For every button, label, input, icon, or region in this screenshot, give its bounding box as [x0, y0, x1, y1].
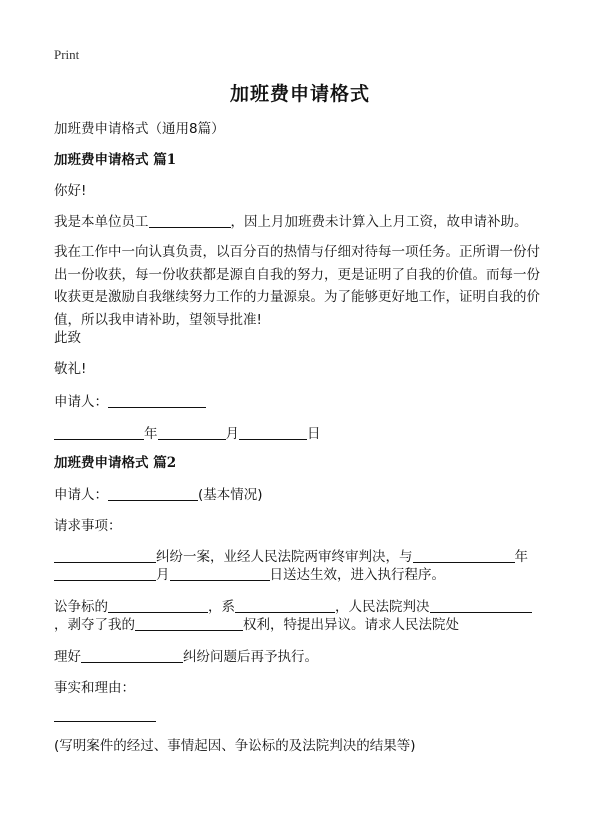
year-blank-2 [54, 566, 156, 581]
judgment-blank [430, 598, 532, 613]
year-label: 年 [144, 426, 158, 442]
nature-blank [235, 598, 335, 613]
request-text-2b: 日送达生效，进入执行程序。 [269, 567, 445, 583]
request-text-2a: 月 [156, 567, 170, 583]
body-paragraph: 我在工作中一向认真负责，以百分百的热情与仔细对待每一项任务。正所谓一份付出一份收获，每一份收获都是源自自我的努力，更是证明了自我的价值。而每一份收获更是激励自我继续努力工作的力量源泉。为了能够更好地工作，证明自我的价值，所以我申请补助，望领导批准! [54, 244, 540, 328]
employee-line [54, 211, 528, 233]
basic-info-label: (基本情况) [198, 487, 263, 503]
page-title: 加班费申请格式 [229, 83, 370, 105]
facts-label: 事实和理由： [54, 680, 135, 696]
request-text-3c: ，人民法院判决 [335, 599, 430, 615]
section-heading-2: 加班费申请格式 篇2 [54, 455, 177, 471]
section-heading-1: 加班费申请格式 篇1 [54, 152, 177, 168]
dispute-blank-2 [81, 648, 183, 663]
closing-regards: 敬礼! [54, 361, 87, 377]
employee-name-blank [149, 213, 231, 228]
month-blank [158, 425, 226, 440]
request-text-1b: 年 [514, 549, 528, 565]
year-blank [54, 425, 144, 440]
request-text-5a: 理好 [54, 649, 81, 665]
closing-salutation: 此致 [54, 330, 81, 346]
day-label: 日 [307, 426, 321, 442]
request-text-4b: 权利，特提出异议。请求人民法院处 [243, 617, 459, 633]
request-text-5b: 纠纷问题后再予执行。 [183, 649, 318, 665]
request-line-2 [54, 564, 445, 586]
employee-label: 我是本单位员工 [54, 214, 149, 230]
party-blank [413, 548, 515, 563]
day-blank [239, 425, 307, 440]
dispute-blank-1 [54, 548, 156, 563]
facts-blank [54, 721, 156, 722]
rights-blank [135, 616, 243, 631]
applicant-label-1: 申请人： [54, 394, 108, 410]
request-text-4a: ，剥夺了我的 [54, 617, 135, 633]
applicant-name-blank-1 [108, 393, 206, 408]
applicant-line-2 [54, 484, 263, 506]
request-text-3a: 讼争标的 [54, 599, 108, 615]
request-line-5 [54, 646, 318, 668]
date-line [54, 423, 321, 445]
month-blank-2 [170, 566, 270, 581]
request-line-4 [54, 614, 459, 636]
applicant-line-1 [54, 391, 206, 413]
employee-reason: ，因上月加班费未计算入上月工资，故申请补助。 [230, 214, 528, 230]
applicant-name-blank-2 [108, 486, 198, 501]
document-subtitle: 加班费申请格式（通用8篇） [54, 121, 225, 137]
request-label: 请求事项： [54, 518, 122, 534]
print-link[interactable]: Print [54, 47, 80, 62]
subject-blank [108, 598, 208, 613]
request-text-3b: ，系 [208, 599, 235, 615]
facts-note: (写明案件的经过、事情起因、争讼标的及法院判决的结果等) [54, 738, 416, 754]
applicant-label-2: 申请人： [54, 487, 108, 503]
month-label: 月 [225, 426, 239, 442]
request-text-1a: 纠纷一案，业经人民法院两审终审判决，与 [156, 549, 413, 565]
greeting: 你好! [54, 183, 87, 199]
